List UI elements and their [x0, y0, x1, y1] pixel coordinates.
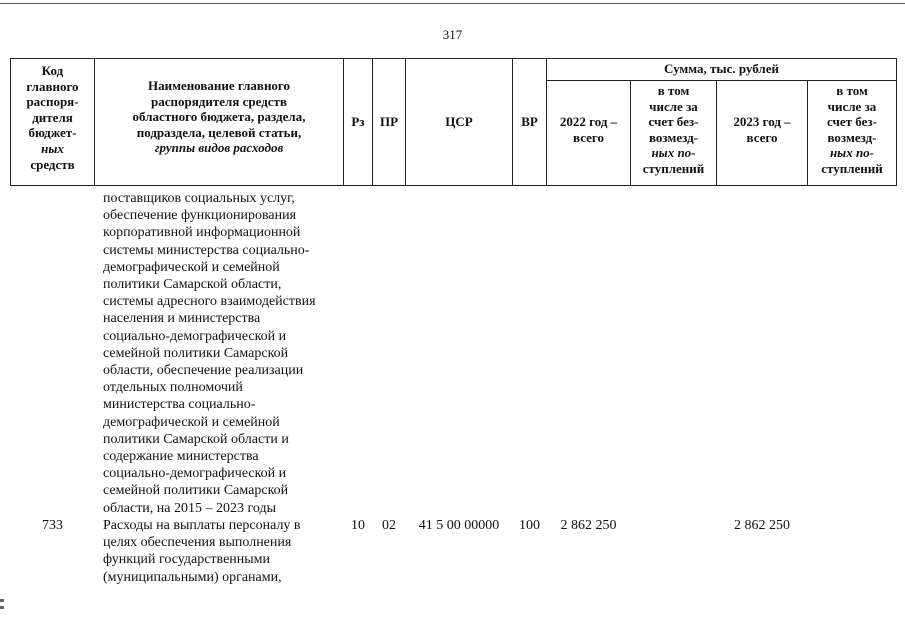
- row-pr: 02: [382, 518, 396, 533]
- row-vr: 100: [519, 518, 540, 533]
- header-2023-total: 2023 год – всего: [733, 114, 791, 145]
- continued-description: поставщиков социальных услуг, обеспечение функционирования корпоративной информационной системы министерства социально- демографической и семейной политики Самарской области, системы адресного взаимодействия населения и министерства социально-демографической и семейной политики Самарской области, обеспечение реализации отдельных полномочий министерства социально- демографической и семейной политики Самарской области и содержание министерства социально-демографической и семейной политики Самарской области, на 2015 – 2023 годы: [103, 191, 316, 516]
- row-code: 733: [42, 518, 63, 533]
- top-rule: [0, 3, 905, 4]
- header-top-border: [10, 58, 897, 59]
- header-name: Наименование главного распорядителя средств областного бюджета, раздела, подраздела, целевой статьи, группы видов расходов: [132, 78, 306, 156]
- col-divider: [896, 58, 897, 186]
- sum-subheader-rule: [546, 80, 897, 81]
- header-2022-total: 2022 год – всего: [559, 114, 618, 145]
- header-2023-gratuitous: в том числе за счет без- возмезд- ных по- ступлений: [821, 83, 883, 176]
- header-2022-gratuitous: в том числе за счет без- возмезд- ных по- ступлений: [642, 83, 705, 176]
- header-csr: ЦСР: [445, 114, 473, 129]
- row-name: Расходы на выплаты персоналу в целях обеспечения выполнения функций государственными (муниципальными) органами,: [103, 518, 301, 585]
- header-pr: ПР: [379, 114, 399, 129]
- header-bottom-border: [10, 185, 897, 186]
- scan-edge-mark: [0, 599, 4, 602]
- row-sum-2022: 2 862 250: [560, 518, 617, 533]
- row-rz: 10: [351, 518, 365, 533]
- page-number: 317: [442, 27, 463, 42]
- row-sum-2023: 2 862 250: [734, 518, 790, 533]
- header-code: Код главного распоря- дителя бюджет- ных средств: [26, 63, 79, 172]
- header-sum-title: Сумма, тыс. рублей: [664, 61, 779, 76]
- header-rz: Рз: [351, 114, 365, 129]
- header-vr: ВР: [521, 114, 538, 129]
- scan-edge-mark: [0, 606, 4, 609]
- row-csr: 41 5 00 00000: [418, 518, 500, 533]
